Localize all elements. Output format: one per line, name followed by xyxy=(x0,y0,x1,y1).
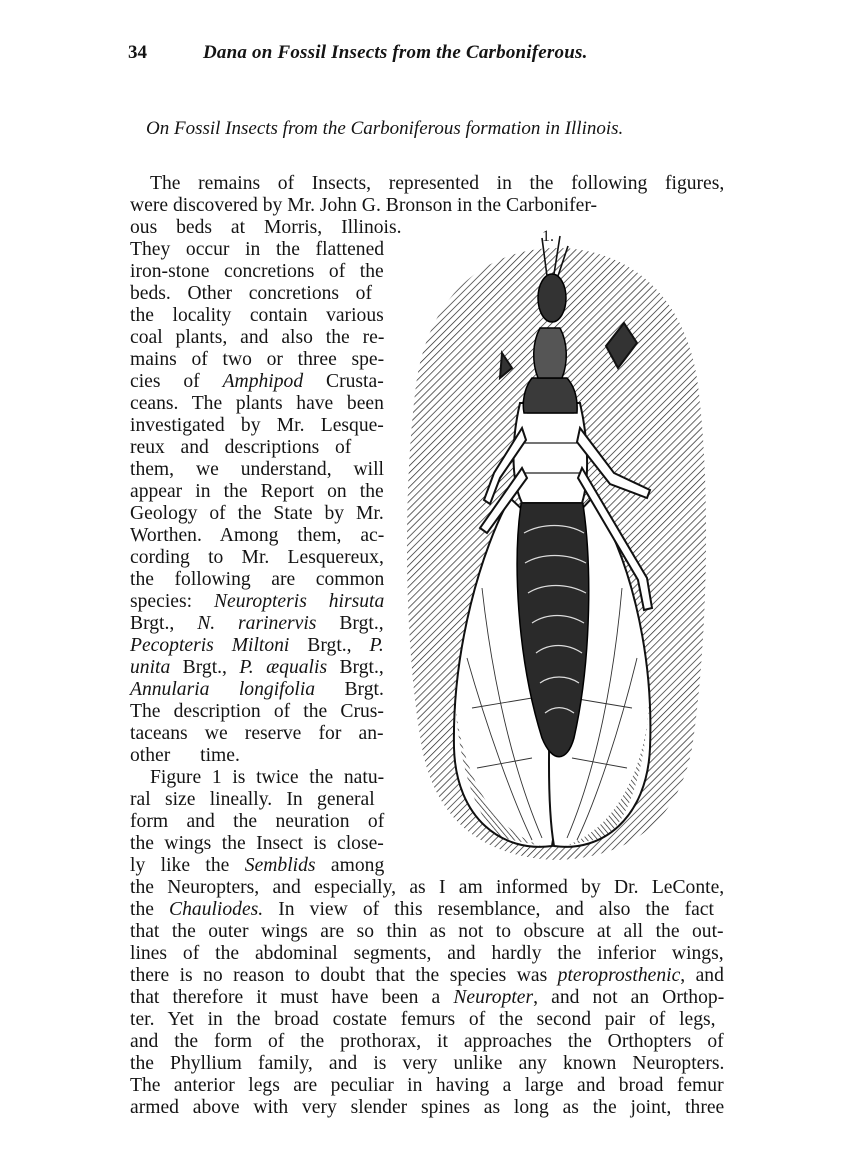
italic-term: P. xyxy=(369,635,384,656)
text-run: that therefore it must have been a xyxy=(130,987,454,1008)
text-run: ceans. The plants have been xyxy=(130,393,384,414)
text-run: that the outer wings are so thin as not to obscure at all the out- xyxy=(130,921,724,942)
text-line xyxy=(130,371,384,393)
text-run: ral size lineally. In general xyxy=(130,789,375,810)
text-line xyxy=(130,877,724,899)
running-head xyxy=(128,42,728,72)
text-line xyxy=(130,701,384,723)
text-run: ly like the xyxy=(130,855,245,876)
text-line xyxy=(130,349,384,371)
text-run: Figure 1 is twice the natu- xyxy=(150,767,385,788)
text-run: They occur in the flattened xyxy=(130,239,385,260)
text-line xyxy=(130,1097,724,1119)
text-line xyxy=(130,723,384,745)
text-run: reux and descriptions of xyxy=(130,437,352,458)
text-run: the following are common xyxy=(130,569,385,590)
text-line xyxy=(130,811,384,833)
text-line xyxy=(130,943,724,965)
text-run: ous beds at Morris, Illinois. xyxy=(130,217,402,238)
italic-term: Annularia longifolia xyxy=(130,679,316,700)
text-run: Brgt., xyxy=(289,635,370,656)
text-line xyxy=(130,305,384,327)
text-run: , and not an Orthop- xyxy=(533,987,725,1008)
text-run: form and the neuration of xyxy=(130,811,385,832)
article-title: On Fossil Insects from the Carboniferous formation in Illinois. xyxy=(146,118,624,139)
text-line xyxy=(130,679,384,701)
text-run: Brgt., xyxy=(170,657,240,678)
text-line xyxy=(130,437,351,459)
text-run: mains of two or three spe- xyxy=(130,349,385,370)
text-run: cies of xyxy=(130,371,223,392)
text-line xyxy=(130,789,375,811)
text-line xyxy=(130,415,384,437)
text-line xyxy=(130,481,384,503)
text-line xyxy=(130,261,384,283)
text-run: Brgt., xyxy=(327,657,384,678)
text-line xyxy=(130,1009,716,1031)
text-line xyxy=(130,745,240,767)
text-line xyxy=(130,503,384,525)
text-run: species: xyxy=(130,591,214,612)
text-run: Brgt., xyxy=(316,613,384,634)
text-run: In view of this resemblance, and also the fact xyxy=(263,899,714,920)
text-run: lines of the abdominal segments, and hardly the inferior wings, xyxy=(130,943,724,964)
text-run: Brgt. xyxy=(315,679,384,700)
running-title: Dana on Fossil Insects from the Carboniferous. xyxy=(203,42,588,63)
text-line xyxy=(130,1031,724,1053)
figure-label: 1. xyxy=(542,228,554,245)
italic-term: N. rarinervis xyxy=(197,613,317,634)
page-number: 34 xyxy=(128,42,147,63)
italic-term: Semblids xyxy=(244,855,316,876)
text-run: The remains of Insects, represented in the following figures, xyxy=(150,173,725,194)
text-run: appear in the Report on the xyxy=(130,481,384,502)
text-run: the wings the Insect is close- xyxy=(130,833,384,854)
text-line xyxy=(130,987,724,1009)
text-run: investigated by Mr. Lesque- xyxy=(130,415,384,436)
text-run: the Phyllium family, and is very unlike any known Neuropters. xyxy=(130,1053,725,1074)
italic-term: Chauliodes. xyxy=(169,899,264,920)
text-line xyxy=(130,635,384,657)
text-run: beds. Other concretions of xyxy=(130,283,373,304)
text-run: ter. Yet in the broad costate femurs of the second pair of legs, xyxy=(130,1009,716,1030)
text-line xyxy=(130,195,597,217)
italic-term: Pecopteris Miltoni xyxy=(130,635,290,656)
text-run: coal plants, and also the re- xyxy=(130,327,385,348)
text-run: iron-stone concretions of the xyxy=(130,261,384,282)
text-run: , and xyxy=(680,965,724,986)
text-line xyxy=(130,1053,724,1075)
italic-term: pteroprosthenic xyxy=(557,965,681,986)
text-run: Worthen. Among them, ac- xyxy=(130,525,385,546)
text-run: The anterior legs are peculiar in having a large and broad femur xyxy=(130,1075,724,1096)
text-line xyxy=(130,855,384,877)
italic-term: Neuropter xyxy=(453,987,534,1008)
text-line xyxy=(130,547,384,569)
text-line xyxy=(130,283,372,305)
text-run: there is no reason to doubt that the species was xyxy=(130,965,558,986)
text-line xyxy=(130,965,724,987)
fossil-insect-illustration xyxy=(392,228,722,868)
text-run: other time. xyxy=(130,745,240,766)
text-run: taceans we reserve for an- xyxy=(130,723,384,744)
text-line xyxy=(130,327,384,349)
text-line xyxy=(130,239,384,261)
text-line xyxy=(150,173,724,195)
italic-term: Amphipod xyxy=(222,371,304,392)
italic-term: P. æqualis xyxy=(239,657,328,678)
text-line xyxy=(130,613,384,635)
text-run: the Neuropters, and especially, as I am informed by Dr. LeConte, xyxy=(130,877,725,898)
text-run: were discovered by Mr. John G. Bronson in the Carbonifer- xyxy=(130,195,598,216)
text-run: cording to Mr. Lesquereux, xyxy=(130,547,384,568)
italic-term: Neuropteris hirsuta xyxy=(213,591,385,612)
text-run: the locality contain various xyxy=(130,305,384,326)
text-line xyxy=(130,459,384,481)
italic-term: unita xyxy=(130,657,171,678)
text-line xyxy=(130,1075,724,1097)
text-line xyxy=(130,657,384,679)
text-line xyxy=(130,591,384,613)
text-run: the xyxy=(130,899,170,920)
text-run: Geology of the State by Mr. xyxy=(130,503,384,524)
text-run: and the form of the prothorax, it approaches the Orthopters of xyxy=(130,1031,724,1052)
figure-1 xyxy=(392,228,722,868)
text-line xyxy=(130,217,402,239)
text-run: Crusta- xyxy=(303,371,384,392)
text-line xyxy=(130,921,724,943)
text-run: Brgt., xyxy=(130,613,198,634)
text-line xyxy=(150,767,384,789)
text-run: The description of the Crus- xyxy=(130,701,384,722)
text-line xyxy=(130,899,714,921)
text-line xyxy=(130,525,384,547)
text-line xyxy=(130,833,384,855)
text-line xyxy=(130,569,384,591)
text-run: armed above with very slender spines as long as the joint, three xyxy=(130,1097,725,1118)
text-line xyxy=(130,393,384,415)
text-run: among xyxy=(315,855,385,876)
text-run: them, we understand, will xyxy=(130,459,384,480)
